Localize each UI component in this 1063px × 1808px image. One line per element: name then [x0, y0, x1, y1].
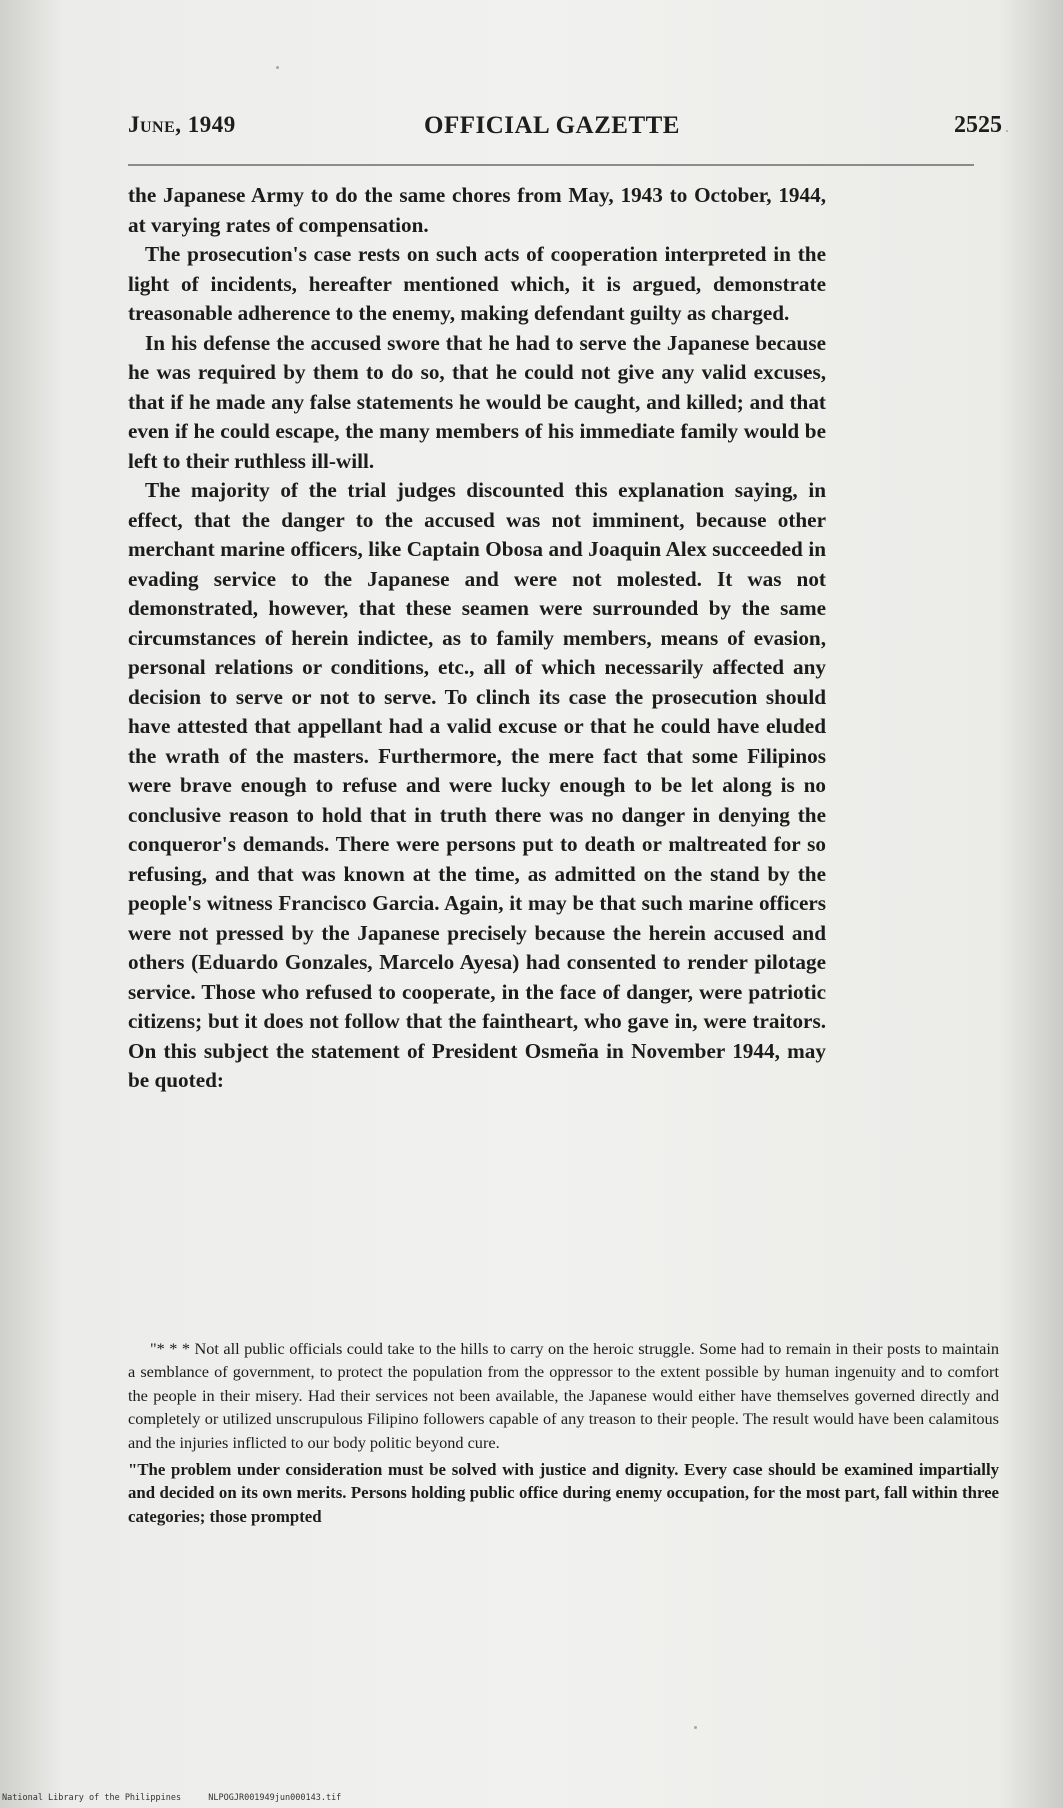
paragraph-continuation: the Japanese Army to do the same chores from May, 1943 to October, 1944, at varying rates of compensation. [128, 183, 826, 237]
main-text [128, 181, 826, 1096]
header-publication-title: OFFICIAL GAZETTE [424, 112, 680, 139]
footer-library-name: National Library of the Philippines [2, 1793, 182, 1803]
header-page-number: 2525 [954, 112, 1002, 138]
header-date: June, 1949 [128, 112, 236, 137]
running-header [128, 112, 1002, 148]
paragraph-majority-opinion: The majority of the trial judges discounted this explanation saying, in effect, that the danger to the accused was not imminent, because other merchant marine officers, like Captain Obosa and Joaquin Alex succeeded in evading service to the Japanese and were not molested. It was not demonstrated, however, that these seamen were surrounded by the same circumstances of herein indictee, as to family members, means of evasion, personal relations or conditions, etc., all of which necessarily affected any decision to serve or not to serve. To clinch its case the prosecution should have attested that appellant had a valid excuse or that he could have eluded the wrath of the masters. Furthermore, the mere fact that some Filipinos were brave enough to refuse and were lucky enough to be let along is no conclusive reason to hold that in truth there was no danger in denying the conqueror's demands. There were persons put to death or maltreated for so refusing, and that was known at the time, as admitted on the stand by the people's witness Francisco Garcia. Again, it may be that such marine officers were not pressed by the Japanese precisely because the herein accused and others (Eduardo Gonzales, Marcelo Ayesa) had consented to render pilotage service. Those who refused to cooperate, in the face of danger, were patriotic citizens; but it does not follow that the faintheart, who gave in, were traitors. On this subject the statement of President Osmeña in November 1944, may be quoted: [128, 478, 826, 1092]
paragraph-defense: In his defense the accused swore that he had to serve the Japanese because he was required by them to do so, that he could not give any valid excuses, that if he made any false statements he would be caught, and killed; and that even if he could escape, the many members of his immediate family would be left to their ruthless ill-will. [128, 330, 826, 473]
scan-footer [2, 1793, 363, 1803]
paragraph-prosecution-case: The prosecution's case rests on such acts of cooperation interpreted in the light of incidents, hereafter mentioned which, it is argued, demonstrate treasonable adherence to the enemy, making defendant guilty as charged. [128, 242, 826, 325]
quote-paragraph-2: "The problem under consideration must be solved with justice and dignity. Every case should be examined impartially and decided on its own merits. Persons holding public office during enemy occupation, for the most part, fall within three categories; those prompted [128, 1460, 999, 1526]
scan-speck [1006, 130, 1008, 132]
scan-speck [276, 66, 279, 69]
block-quote [128, 1337, 999, 1528]
scan-speck [694, 1726, 697, 1729]
header-rule [128, 164, 974, 166]
footer-file-name: NLPOGJR001949jun000143.tif [208, 1793, 342, 1803]
quote-paragraph-1: "* * * Not all public officials could take to the hills to carry on the heroic struggle. Some had to remain in their posts to maintain a semblance of government, to protect the population from the oppressor to the extent possible by human ingenuity and to comfort the people in their misery. Had their services not been available, the Japanese would either have themselves governed directly and completely or utilized unscrupulous Filipino followers capable of any treason to their people. The result would have been calamitous and the injuries inflicted to our body politic beyond cure. [128, 1339, 999, 1452]
